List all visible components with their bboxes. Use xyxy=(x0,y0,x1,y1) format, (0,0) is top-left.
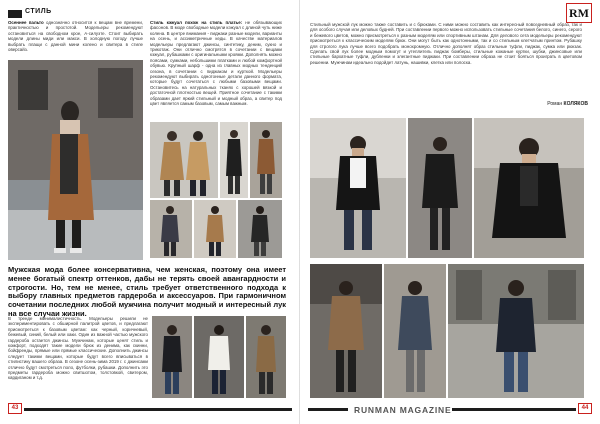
magazine-logo: RM xyxy=(566,3,592,23)
col2-text: не обязывающих фасонов. В моде свободные модели кэжуал с длиной чуть ниже колена. В центре внимания - пиджаки разные модели, варианты на осень, и ассиметричные кеды. В качестве материалов модельеры предлагают джинсы, синтетику, деним, сукно и трикотаж. Они отлично смотрятся в сочетании с вещами кэжуал, рубашками с оригинальными кроями. Дополнять можно поясами, сумками, небольшими платками и любой комфортной обувью. Крупный шарф - одна из главных модных тенденций сезона, в сочетании с пиджаком и курткой. Модельеры рекомендуют выбирать однотонные детали данного формата, которые будут сочетаться с любыми базовыми вещами. Остановитесь на натуральных тканях с хорошей вязкой и достаточной плотностью вещей. Приятное сочетание с такими образами дает яркий стильный и модный образ, а свитер под цвет является самым базовым, самым важным. xyxy=(150,20,282,107)
intro-column-2 xyxy=(150,20,282,118)
footer-rule-right xyxy=(308,408,348,411)
photo-street-5 xyxy=(152,316,192,398)
col1-text: однозначно относится к вещам вне времени, практичностью и простотой. Модельеры рекомендуют остановиться на свободном крое, А-силуэте. Стоит выбирать модели длины миди или макси. В холодную погоду лучше выбрать плащи с данной мини колено и свитера в стиле оверсайз. xyxy=(8,20,143,53)
photo-coat-street xyxy=(8,60,143,260)
author-last-name: КОЛЯКОВ xyxy=(563,101,588,107)
photo-street-7 xyxy=(246,316,286,398)
main-headline: Мужская мода более консервативна, чем женская, поэтому она имеет менее богатый спектр оттенков, дабы не терять своей авангардности и строгости. Но, тем не менее, стиль требует ответственного подхода к выбору главных предметов гардероба и аксессуаров. При гармоничном сочетании последних любой мужчина получит модный и интересный лук на все случаи жизни. xyxy=(8,265,286,318)
photo-street-6 xyxy=(194,316,244,398)
col2-lead: Стиль кэжуал похож на стиль платье: xyxy=(150,20,243,25)
section-marker xyxy=(8,10,22,18)
magazine-title: RUNMAN MAGAZINE xyxy=(354,405,452,415)
photo-blazer xyxy=(250,122,282,198)
footer-rule-left xyxy=(24,408,292,411)
col1-lead: Осеннее пальто xyxy=(8,20,44,25)
author-byline xyxy=(547,101,588,107)
page-number-left: 43 xyxy=(8,403,22,414)
photo-couple xyxy=(220,122,248,198)
photo-leather-jacket-3 xyxy=(474,118,584,258)
right-top-text: Стильный мужской лук можно также составить и с брюками. С ними можно составить как интересный повседневный образ, так и для особого случая или деловых будней. При составлении первого можно использовать стильные сочетания белого, синего, серого и бежевого цветов, можно присмотреться к разным моделям или спортивным штанам. Для делового сета модельеры рекомендуют присмотреться к классическим моделям брюк. Они могут быть как однотонными, так и со стильным клетчатым принтом. Рубашку для строгого лука лучше всего подобрать монохромную. Отлично дополнят образ стильные туфли, пиджак, сумка или рюкзак. Сделать свой лук более модным помогут и утеплитель пиджак бомберы, стильные кожаные куртки, шубки, джинсовые или стильные бархатные туфли, дубленки и элегантные пиджаки. При составлении образа не стоит бояться проиграть в цветовом решении. Мужчинам идеально подойдет латунь, нашивки, клетка или полоска. xyxy=(310,22,582,65)
photo-street-4 xyxy=(238,200,282,258)
photo-street-9 xyxy=(384,264,446,398)
photo-street-3 xyxy=(194,200,236,258)
photo-street-8 xyxy=(310,264,382,398)
footer-rule-right-2 xyxy=(452,408,576,411)
author-first-name: Роман xyxy=(547,101,563,107)
section-label: СТИЛЬ xyxy=(25,8,52,15)
photo-street-10 xyxy=(448,264,584,398)
photo-men-coats xyxy=(150,122,218,198)
body-column-3: В тренде минималистичность. Модельеры решили не экспериментировать с обширной палитрой цветов, и предлагают присмотреться к базовым цветам: как черный, коричневый, бежевый, синий, белый или хаки. Один из важной частью мужского гардероба остается джинсы. Мужчинам, которые ценят стиль и комфорт, подходят такие модели брюк из денима, как скинни, бойфренды, прямые или прямые классические. Дополнить джинсы следует такими вещами, которые будут всего вписываться в стилистику вашего образа. В сезоне осень-зима 2019 г. с джинсами отлично будут смотреться поло, футболки, рубашки. Дополнить это предметы гардероба можно свитшотом, толстовкой, свитером, кардиганом и т.д. xyxy=(8,316,148,381)
page-number-right: 44 xyxy=(578,403,592,414)
photo-leather-jacket-1 xyxy=(310,118,406,258)
photo-leather-jacket-2 xyxy=(408,118,472,258)
intro-column-1 xyxy=(8,20,143,56)
photo-street-2 xyxy=(150,200,192,258)
right-page xyxy=(300,0,600,424)
